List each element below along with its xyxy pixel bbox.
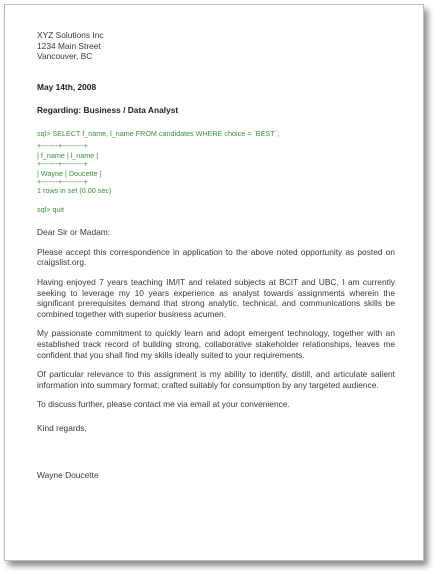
paragraph-experience: Having enjoyed 7 years teaching IM/IT and related subjects at BCIT and UBC, I am currently seeking to leverage my 10 years experience as analyst towards assignments wherein the significant prerequisites demand that strong analytic, technical, and communications skills be combined together with superior business acumen. — [37, 277, 395, 319]
sql-result: 1 rows in set (0.00 sec) — [37, 186, 112, 196]
sql-snippet — [37, 129, 395, 214]
paragraph-contact: To discuss further, please contact me via email at your convenience. — [37, 399, 290, 410]
paragraph-commitment: My passionate commitment to quickly learn and adopt emergent technology, together with an established track record of building strong, collaborative stakeholder relationships, leaves me confident that you shall find my skills ideally suited to your requirements. — [37, 328, 395, 360]
sql-table-header: | f_name | l_name | — [37, 150, 99, 160]
paragraph-application: Please accept this correspondence in application to the above noted opportunity as posted on craigslist.org. — [37, 246, 395, 268]
sql-table-border-bottom: +-------+---------+ — [37, 177, 88, 186]
sql-query: sql> SELECT f_name, l_name FROM candidates WHERE choice = `BEST`; — [37, 128, 279, 138]
letter-subject: Regarding: Business / Data Analyst — [37, 105, 179, 116]
sender-address — [37, 30, 395, 62]
sql-quit: sql> quit — [37, 204, 64, 214]
sender-company: XYZ Solutions Inc — [37, 30, 104, 40]
sender-city: Vancouver, BC — [37, 51, 93, 62]
paragraph-relevance: Of particular relevance to this assignment is my ability to identify, distill, and articulate salient information into summary format; crafted suitably for consumption by any targeted audience. — [37, 369, 395, 390]
sql-table-row: | Wayne | Doucette | — [37, 168, 102, 178]
sender-street: 1234 Main Street — [37, 40, 101, 51]
closing: Kind regards, — [37, 422, 87, 433]
sql-table-border-top: +-------+---------+ — [37, 141, 88, 151]
sql-table-border-mid: +-------+---------+ — [37, 159, 88, 169]
letter-date: May 14th, 2008 — [37, 81, 97, 92]
signature: Wayne Doucette — [37, 469, 99, 480]
salutation: Dear Sir or Madam: — [37, 227, 111, 238]
letter-page — [4, 4, 424, 561]
letter-content — [37, 30, 395, 480]
